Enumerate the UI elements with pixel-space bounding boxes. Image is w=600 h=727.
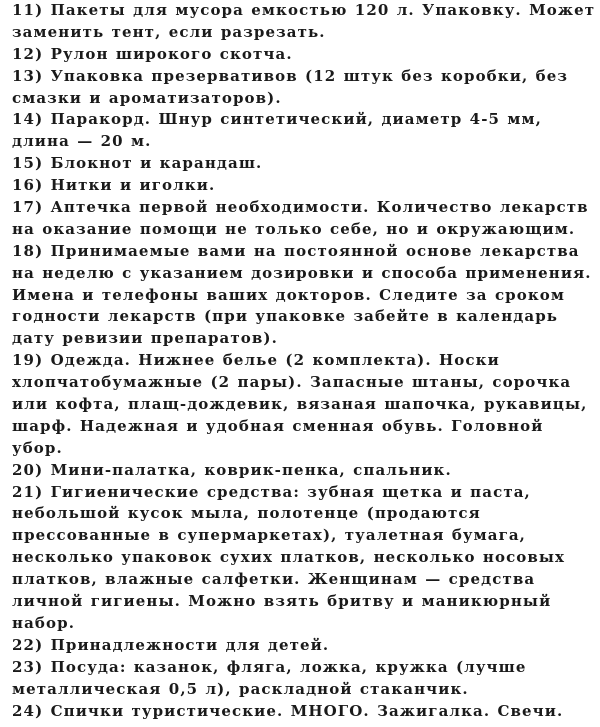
text-line: или кофта, плащ-дождевик, вязаная шапочка, рукавицы,	[12, 395, 588, 414]
text-line: набор.	[12, 613, 76, 632]
text-line: заменить тент, если разрезать.	[12, 22, 326, 41]
text-line: металлическая 0,5 л), раскладной стаканчик.	[12, 679, 469, 698]
text-line: убор.	[12, 438, 63, 457]
text-line: 22) Принадлежности для детей.	[12, 635, 330, 654]
document-body	[12, 0, 598, 722]
text-line: 17) Аптечка первой необходимости. Количество лекарств	[12, 198, 589, 217]
text-line: платков, влажные салфетки. Женщинам — средства	[12, 570, 536, 589]
text-line: 20) Мини-палатка, коврик-пенка, спальник.	[12, 460, 452, 479]
text-line: 21) Гигиенические средства: зубная щетка и паста,	[12, 482, 531, 501]
text-line: 12) Рулон широкого скотча.	[12, 44, 293, 63]
text-line: небольшой кусок мыла, полотенце (продаются	[12, 504, 481, 523]
text-line: длина — 20 м.	[12, 132, 152, 151]
text-line: 14) Паракорд. Шнур синтетический, диаметр 4-5 мм,	[12, 110, 542, 129]
text-line: на неделю с указанием дозировки и способа применения.	[12, 263, 592, 282]
text-line: на оказание помощи не только себе, но и окружающим.	[12, 219, 576, 238]
text-line: 13) Упаковка презервативов (12 штук без коробки, без	[12, 66, 569, 85]
text-line: хлопчатобумажные (2 пары). Запасные штаны, сорочка	[12, 373, 572, 392]
text-line: личной гигиены. Можно взять бритву и маникюрный	[12, 592, 552, 611]
text-line: 15) Блокнот и карандаш.	[12, 154, 263, 173]
text-line: годности лекарств (при упаковке забейте в календарь	[12, 307, 559, 326]
text-line: 24) Спички туристические. МНОГО. Зажигалка. Свечи.	[12, 701, 564, 720]
text-line: прессованные в супермаркетах), туалетная бумага,	[12, 526, 527, 545]
text-line: дату ревизии препаратов).	[12, 329, 278, 348]
text-line: 16) Нитки и иголки.	[12, 176, 216, 195]
text-line: несколько упаковок сухих платков, несколько носовых	[12, 548, 566, 567]
text-line: 23) Посуда: казанок, фляга, ложка, кружка (лучше	[12, 657, 527, 676]
text-line: смазки и ароматизаторов).	[12, 88, 282, 107]
text-line: 11) Пакеты для мусора емкостью 120 л. Упаковку. Может	[12, 1, 596, 19]
text-line: 19) Одежда. Нижнее белье (2 комплекта). Носки	[12, 351, 500, 370]
text-line: Имена и телефоны ваших докторов. Следите за сроком	[12, 285, 566, 304]
text-line: 18) Принимаемые вами на постоянной основе лекарства	[12, 241, 580, 260]
text-line: шарф. Надежная и удобная сменная обувь. Головной	[12, 416, 544, 435]
